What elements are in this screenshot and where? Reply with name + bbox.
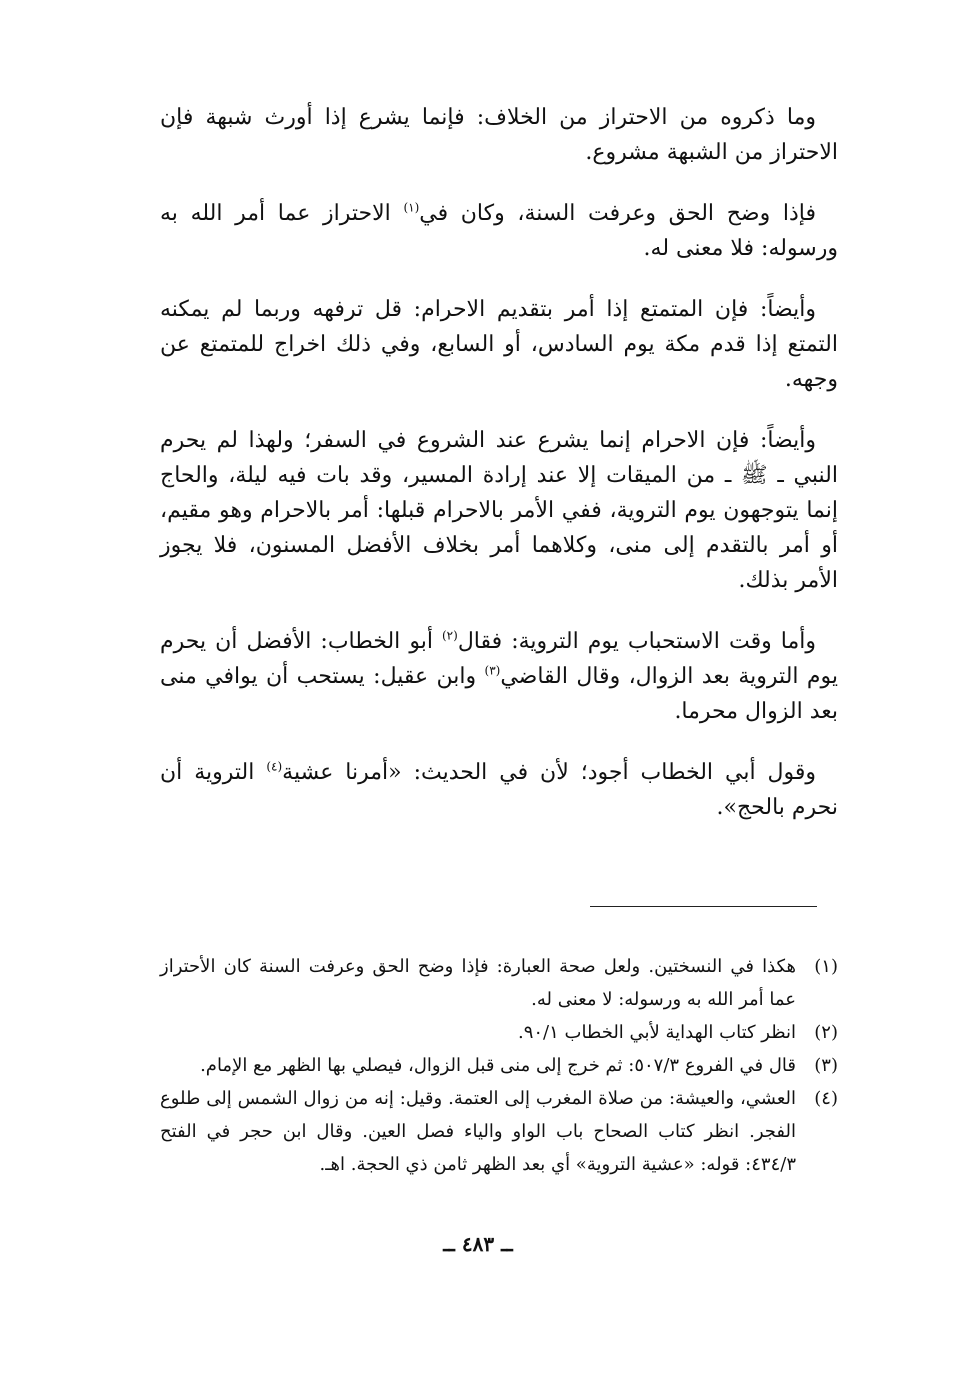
footnote-text: انظر كتاب الهداية لأبي الخطاب ٩٠/١. [517,1022,796,1043]
footnote-ref-1[interactable]: (١) [403,200,420,215]
footnote-separator [590,906,817,907]
paragraph-6 [160,755,838,825]
paragraph-text: وقول أبي الخطاب أجود؛ لأن في الحديث: «أمرنا عشية [282,760,817,785]
paragraph-text: فإذا وضح الحق وعرفت السنة، وكان في [419,201,816,226]
footnote-2 [160,1016,838,1049]
paragraph-text: وأما وقت الاستحباب يوم التروية: فقال [457,629,816,654]
paragraph-text: الاحتراز عما أمر الله به ورسوله: فلا معنى له. [160,201,838,261]
paragraph-text: التروية أن نحرم بالحج». [160,760,838,820]
paragraph-text: وابن عقيل: يستحب أن يوافي منى بعد الزوال محرما. [160,664,838,724]
paragraph-text: وأيضاً: فإن الاحرام إنما يشرع عند الشروع في السفر؛ ولهذا لم يحرم النبي ـ ﷺ ـ من الميقات إلا عند إرادة المسير، وقد بات فيه ليلة، والحاج إنما يتوجهون يوم التروية، ففي الأمر بالاحرام قبلها: أمر بالاحرام وهو مقيم، أو أمر بالتقدم إلى منى، وكلاهما أمر بخلاف الأفضل المسنون، فلا يجوز الأمر بذلك. [160,428,838,593]
paragraph-5 [160,624,838,729]
footnote-number: (٢) [814,1022,838,1043]
paragraph-text: أبو الخطاب: الأفضل أن يحرم يوم التروية بعد الزوال، وقال القاضي [160,629,838,689]
footnote-3 [160,1049,838,1082]
paragraph-1 [160,100,838,170]
footnote-text: قال في الفروع ٥٠٧/٣: ثم خرج إلى منى قبل الزوال، فيصلي بها الظهر مع الإمام. [200,1055,796,1076]
footnote-number: (٤) [814,1088,838,1109]
footnote-text: العشي، والعيشة: من صلاة المغرب إلى العتمة. وقيل: إنه من زوال الشمس إلى طلوع الفجر. انظر كتاب الصحاح باب الواو والياء فصل العين. وقال ابن حجر في الفتح ٤٣٤/٣: قوله: «عشية التروية» أي بعد الظهر ثامن ذي الحجة. اهـ. [160,1088,796,1175]
footnote-4 [160,1082,838,1181]
paragraph-text: وما ذكروه من الاحتراز من الخلاف: فإنما يشرع إذا أورث شبهة فإن الاحتراز من الشبهة مشروع. [160,105,838,165]
footnote-1 [160,950,838,1016]
footnote-ref-4[interactable]: (٤) [266,759,283,774]
paragraph-3 [160,292,838,397]
footnote-text: هكذا في النسختين. ولعل صحة العبارة: فإذا وضح الحق وعرفت السنة كان الأحتراز عما أمر الله به ورسوله: لا معنى له. [160,956,796,1010]
paragraph-2 [160,196,838,266]
paragraph-text: وأيضاً: فإن المتمتع إذا أمر بتقديم الاحرام: قل ترفهه وربما لم يمكنه التمتع إذا قدم مكة يوم السادس، أو السابع، وفي ذلك اخراج للمتمتع عن وجهه. [160,297,838,392]
paragraph-4 [160,423,838,598]
footnote-ref-2[interactable]: (٢) [441,628,458,643]
main-text [160,100,838,851]
page-number: ــ ٤٨٣ ــ [443,1232,513,1256]
footnotes-section [160,950,838,1181]
footnote-number: (١) [814,956,838,977]
footnote-ref-3[interactable]: (٣) [484,663,501,678]
footnote-number: (٣) [814,1055,838,1076]
